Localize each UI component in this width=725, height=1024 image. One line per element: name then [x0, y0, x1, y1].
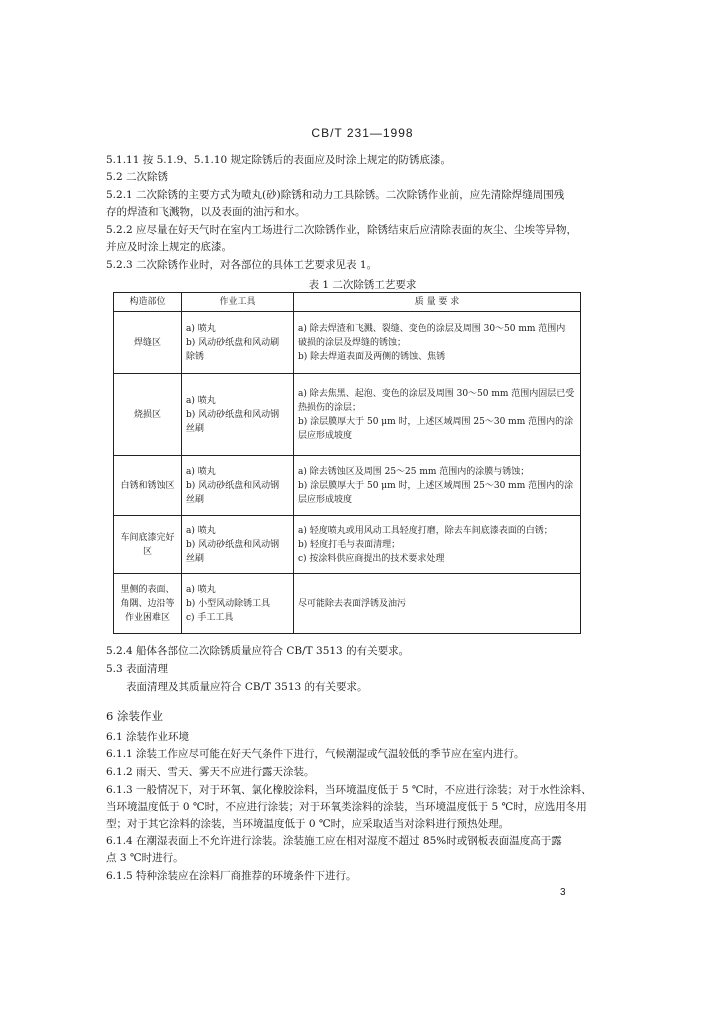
requirements-cell	[294, 312, 581, 374]
text-line: 点 3 ℃时进行。	[106, 852, 184, 864]
table-row	[114, 374, 581, 456]
tools-cell	[182, 516, 294, 574]
table-row	[114, 456, 581, 516]
table-caption: 表 1 二次除锈工艺要求	[308, 279, 417, 291]
process-table	[113, 292, 581, 634]
table-row	[114, 574, 581, 634]
tools-cell	[182, 312, 294, 374]
tool-item: 丝刷	[186, 423, 205, 434]
table-row	[114, 516, 581, 574]
requirement-item: 层应形成坡度	[298, 430, 353, 441]
requirement-item: c) 按涂料供应商提出的技术要求处理	[298, 553, 445, 564]
tool-item: 丝刷	[186, 494, 205, 505]
table-row	[114, 312, 581, 374]
text-line: 5.2.2 应尽量在好天气时在室内工场进行二次除锈作业，除锈结束后应清除表面的灰尘、尘埃等异物，	[106, 224, 578, 236]
requirement-item: a) 轻度喷丸或用风动工具轻度打磨，除去车间底漆表面的白锈；	[298, 525, 553, 536]
requirement-item: a) 除去锈蚀区及周围 25～25 mm 范围内的涂膜与锈蚀；	[298, 466, 530, 477]
text-line: 6.1.1 涂装工作应尽可能在好天气条件下进行，气候潮湿或气温较低的季节应在室内进行。	[106, 748, 525, 760]
requirements-cell	[294, 374, 581, 456]
tool-item: 除锈	[186, 351, 205, 362]
section-heading: 5.3 表面清理	[106, 663, 169, 675]
tool-item: a) 喷丸	[186, 584, 216, 595]
page-number: 3	[560, 887, 566, 898]
requirement-item: 热损伤的涂层；	[298, 402, 362, 413]
text-line: 6.1.2 雨天、雪天、雾天不应进行露天涂装。	[106, 766, 315, 778]
requirement-item: 层应形成坡度	[298, 494, 353, 505]
tools-cell	[182, 374, 294, 456]
requirements-cell	[294, 456, 581, 516]
standard-header: CB/T 231—1998	[311, 126, 414, 140]
requirement-item: b) 涂层膜厚大于 50 μm 时，上述区域周围 25～30 mm 范围内的涂	[298, 480, 574, 491]
requirement-item: 尽可能除去表面浮锈及油污	[298, 598, 407, 609]
column-header-area: 构造部位	[114, 293, 182, 312]
requirements-cell	[294, 516, 581, 574]
area-cell: 里侧的表面、角隅、边沿等作业困难区	[114, 574, 182, 634]
tool-item: a) 喷丸	[186, 525, 216, 536]
text-line: 表面清理及其质量应符合 CB/T 3513 的有关要求。	[126, 681, 368, 693]
requirement-item: b) 除去焊道表面及两侧的锈蚀、焦锈	[298, 351, 446, 362]
table-header-row	[114, 293, 581, 312]
column-header-tools: 作业工具	[182, 293, 294, 312]
text-line: 并应及时涂上规定的底漆。	[106, 241, 232, 253]
section-heading: 6.1 涂装作业环境	[106, 731, 190, 743]
tools-cell	[182, 574, 294, 634]
chapter-heading: 6 涂装作业	[106, 709, 163, 723]
requirement-item: b) 轻度打毛与表面清理；	[298, 539, 401, 550]
area-cell: 烧损区	[114, 374, 182, 456]
tool-item: c) 手工工具	[186, 612, 234, 623]
text-line: 5.2.1 二次除锈的主要方式为喷丸(砂)除锈和动力工具除锈。二次除锈作业前，应先清除焊缝周围残	[106, 189, 565, 201]
column-header-requirements: 质 量 要 求	[294, 293, 581, 312]
text-line: 当环境温度低于 0 ℃时，不应进行涂装；对于环氧类涂料的涂装，当环境温度低于 5 ℃时，应选用冬用	[106, 801, 587, 813]
text-line: 6.1.4 在潮湿表面上不允许进行涂装。涂装施工应在相对湿度不超过 85%时或钢板表面温度高于露	[106, 835, 562, 847]
tools-cell	[182, 456, 294, 516]
requirement-item: a) 除去焦黑、起泡、变色的涂层及周围 30～50 mm 范围内固层已受	[298, 388, 575, 399]
tool-item: a) 喷丸	[186, 323, 216, 334]
tool-item: 丝刷	[186, 553, 205, 564]
text-line: 存的焊渣和飞溅物，以及表面的油污和水。	[106, 206, 306, 218]
area-cell: 焊缝区	[114, 312, 182, 374]
requirement-item: 破损的涂层及焊缝的锈蚀；	[298, 337, 407, 348]
requirements-cell	[294, 574, 581, 634]
area-cell: 车间底漆完好区	[114, 516, 182, 574]
tool-item: b) 风动砂纸盘和风动钢	[186, 480, 280, 491]
text-line: 5.1.11 按 5.1.9、5.1.10 规定除锈后的表面应及时涂上规定的防锈底漆。	[106, 154, 452, 166]
text-line: 5.2.4 船体各部位二次除锈质量应符合 CB/T 3513 的有关要求。	[106, 645, 410, 657]
tool-item: b) 风动砂纸盘和风动钢	[186, 409, 280, 420]
text-line: 6.1.3 一般情况下，对于环氧、氯化橡胶涂料，当环境温度低于 5 ℃时，不应进行涂装；对于水性涂料、	[106, 784, 592, 796]
tool-item: b) 小型风动除锈工具	[186, 598, 271, 609]
tool-item: b) 风动砂纸盘和风动钢	[186, 539, 280, 550]
requirement-item: b) 涂层膜厚大于 50 μm 时，上述区域周围 25～30 mm 范围内的涂	[298, 416, 574, 427]
tool-item: a) 喷丸	[186, 466, 216, 477]
text-line: 型；对于其它涂料的涂装，当环境温度低于 0 ℃时，应采取适当对涂料进行预热处理。	[106, 818, 510, 830]
text-line: 5.2.3 二次除锈作业时，对各部位的具体工艺要求见表 1。	[106, 259, 378, 271]
tool-item: a) 喷丸	[186, 395, 216, 406]
area-cell: 白锈和锈蚀区	[114, 456, 182, 516]
text-line: 6.1.5 特种涂装应在涂料厂商推荐的环境条件下进行。	[106, 870, 357, 882]
tool-item: b) 风动砂纸盘和风动刷	[186, 337, 280, 348]
requirement-item: a) 除去焊渣和飞溅、裂缝、变色的涂层及周围 30～50 mm 范围内	[298, 323, 566, 334]
section-heading: 5.2 二次除锈	[106, 171, 169, 183]
